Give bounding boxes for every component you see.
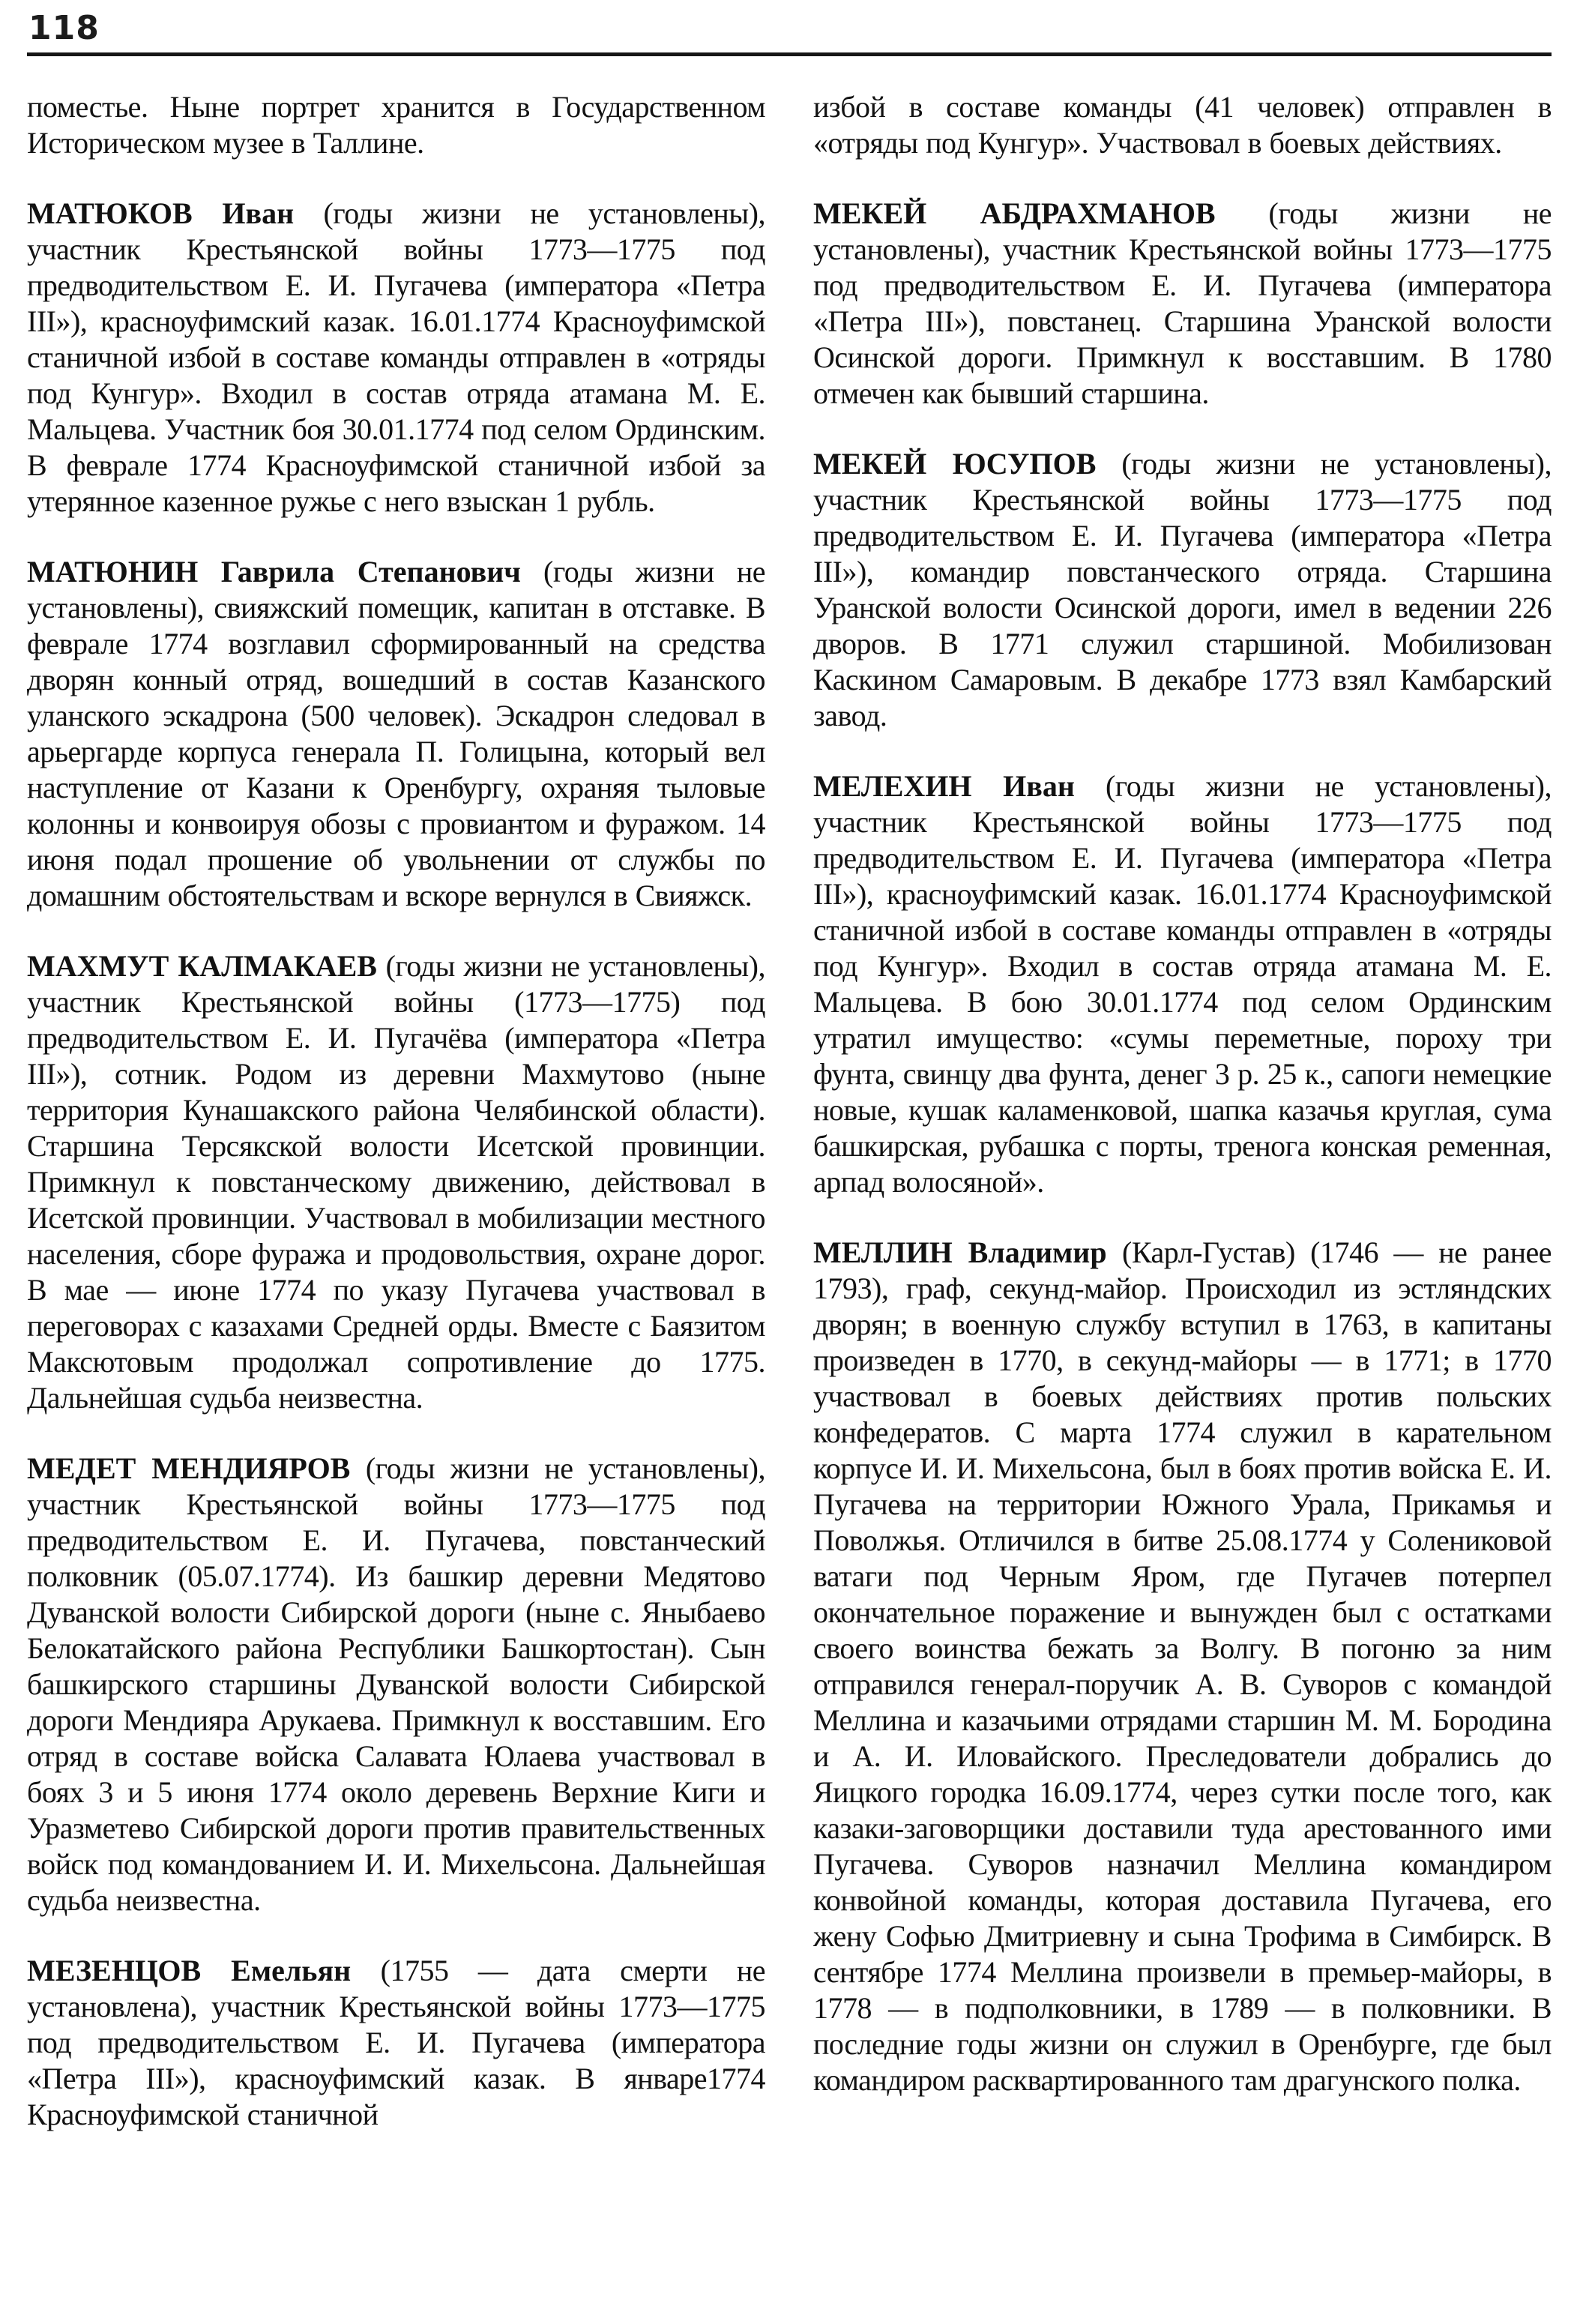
entry-headword: МАТЮКОВ Иван bbox=[27, 196, 295, 230]
right-column bbox=[813, 89, 1552, 2133]
entry-body: поместье. Ныне портрет хранится в Государственном Историческом музее в Таллине. bbox=[27, 90, 765, 160]
entry-headword: МЕЛЛИН Владимир bbox=[813, 1235, 1107, 1269]
header-rule bbox=[27, 52, 1552, 56]
text-columns bbox=[27, 89, 1552, 2133]
entry-headword: МЕКЕЙ ЮСУПОВ bbox=[813, 447, 1097, 481]
entry-mekey-abdrakhmanov bbox=[813, 196, 1552, 412]
entry-headword: МЕДЕТ МЕНДИЯРОВ bbox=[27, 1451, 351, 1485]
entry-body: (годы жизни не установлены), свияжский помещик, капитан в отставке. В феврале 1774 возглавил сформированный на средства дворян конный отряд, вошедший в состав Казанского уланского эскадрона (500 человек). Эскадрон следовал в арьергарде корпуса генерала П. Голицына, который вел наступление от Казани к Оренбургу, охраняя тыловые колонны и конвоируя обозы с провиантом и фуражом. 14 июня подал прошение об увольнении от службы по домашним обстоятельствам и вскоре вернулся в Свияжск. bbox=[27, 555, 765, 912]
entry-melekhin bbox=[813, 768, 1552, 1200]
entry-body: (годы жизни не установлены), участник Крестьянской войны 1773—1775 под предводительством Е. И. Пугачева (императора «Петра III»), красноуфимский казак. 16.01.1774 Красноуфимской станичной избой в составе команды отправлен в «отряды под Кунгур». Входил в состав отряда атамана М. Е. Мальцева. В бою 30.01.1774 под селом Ординским утратил имущество: «сумы переметные, пороху три фунта, свинцу два фунта, денег 3 р. 25 к., сапоги немецкие новые, кушак каламенковой, шапка казачья круглая, сума башкирская, рубашка с порты, тренога конская ременная, арпад волосяной». bbox=[813, 769, 1552, 1199]
entry-body: (годы жизни не установлены), участник Крестьянской войны 1773—1775 под предводительством Е. И. Пугачева (императора «Петра III»), повстанец. Старшина Уранской волости Осинской дороги. Примкнул к восставшим. В 1780 отмечен как бывший старшина. bbox=[813, 196, 1552, 410]
entry-headword: МЕЗЕНЦОВ Емельян bbox=[27, 1954, 352, 1987]
entry-body: (годы жизни не установлены), участник Крестьянской войны 1773—1775 под предводительством Е. И. Пугачева (императора «Петра III»), красноуфимский казак. 16.01.1774 Красноуфимской станичной избой в составе команды отправлен в «отряды под Кунгур». Входил в состав отряда атамана М. Е. Мальцева. Участник боя 30.01.1774 под селом Ординским. В феврале 1774 Красноуфимской станичной избой за утерянное казенное ружье с него взыскан 1 рубль. bbox=[27, 196, 765, 518]
entry-body: (годы жизни не установлены), участник Крестьянской войны 1773—1775 под предводительством Е. И. Пугачева, повстанческий полковник (05.07.1774). Из башкир деревни Медятово Дуванской волости Сибирской дороги (ныне с. Яныбаево Белокатайского района Республики Башкортостан). Сын башкирского старшины Дуванской волости Сибирской дороги Мендияра Арукаева. Примкнул к восставшим. Его отряд в составе войска Салавата Юлаева участвовал в боях 3 и 5 июня 1774 около деревень Верхние Киги и Уразметево Сибирской дороги против правительственных войск под командованием И. И. Михельсона. Дальнейшая судьба неизвестна. bbox=[27, 1451, 765, 1917]
entry-headword: МАХМУТ КАЛМАКАЕВ bbox=[27, 949, 377, 983]
entry-headword: МЕЛЕХИН Иван bbox=[813, 769, 1075, 803]
entry-matyunin bbox=[27, 554, 765, 914]
entry-headword: МАТЮНИН Гаврила Степанович bbox=[27, 555, 521, 588]
left-column bbox=[27, 89, 765, 2133]
entry-continuation-left bbox=[27, 89, 765, 161]
entry-mellin bbox=[813, 1235, 1552, 2098]
entry-mezentsov bbox=[27, 1953, 765, 2133]
entry-body: (Карл-Густав) (1746 — не ранее 1793), граф, секунд-майор. Происходил из эстляндских дворян; в военную службу вступил в 1763, в капитаны произведен в 1770, в секунд-майоры — в 1771; в 1770 участвовал в боевых действиях против польских конфедератов. С марта 1774 служил в карательном корпусе И. И. Михельсона, был в боях против войска Е. И. Пугачева на территории Южного Урала, Прикамья и Поволжья. Отличился в битве 25.08.1774 у Солениковой ватаги под Черным Яром, где Пугачев потерпел окончательное поражение и вынужден был с остатками своего воинства бежать за Волгу. В погоню за ним отправился генерал-поручик А. В. Суворов с командой Меллина и казачьими отрядами старшин М. М. Бородина и А. И. Иловайского. Преследователи добрались до Яицкого городка 16.09.1774, через сутки после того, как казаки-заговорщики доставили туда арестованного ими Пугачева. Суворов назначил Меллина командиром конвойной команды, которая доставила Пугачева, его жену Софью Дмитриевну и сына Трофима в Симбирск. В сентябре 1774 Меллина произвели в премьер-майоры, в 1778 — в подполковники, в 1789 — в полковники. В последние годы жизни он служил в Оренбурге, где был командиром расквартированного там драгунского полка. bbox=[813, 1235, 1552, 2097]
page-header bbox=[27, 10, 1552, 56]
entry-medet-mendiyarov bbox=[27, 1451, 765, 1918]
entry-mekey-yusupov bbox=[813, 446, 1552, 734]
entry-body: избой в составе команды (41 человек) отправлен в «отряды под Кунгур». Участвовал в боевых действиях. bbox=[813, 90, 1552, 160]
entry-continuation-right bbox=[813, 89, 1552, 161]
entry-body: (годы жизни не установлены), участник Крестьянской войны 1773—1775 под предводительством Е. И. Пугачева (императора «Петра III»), командир повстанческого отряда. Старшина Уранской волости Осинской дороги, имел в ведении 226 дворов. В 1771 служил старшиной. Мобилизован Каскином Самаровым. В декабре 1773 взял Камбарский завод. bbox=[813, 447, 1552, 732]
entry-body: (1755 — дата смерти не установлена), участник Крестьянской войны 1773—1775 под предводительством Е. И. Пугачева (императора «Петра III»), красноуфимский казак. В январе1774 Красноуфимской станичной bbox=[27, 1954, 766, 2131]
entry-headword: МЕКЕЙ АБДРАХМАНОВ bbox=[813, 196, 1216, 230]
entry-body: (годы жизни не установлены), участник Крестьянской войны (1773—1775) под предводительством Е. И. Пугачёва (императора «Петра III»), сотник. Родом из деревни Махмутово (ныне территория Кунашакского района Челябинской области). Старшина Терсякской волости Исетской провинции. Примкнул к повстанческому движению, действовал в Исетской провинции. Участвовал в мобилизации местного населения, сборе фуража и продовольствия, охране дорог. В мае — июне 1774 по указу Пугачева участвовал в переговорах с казахами Средней орды. Вместе с Баязитом Максютовым продолжал сопротивление до 1775. Дальнейшая судьба неизвестна. bbox=[27, 949, 765, 1415]
page-number: 118 bbox=[28, 9, 100, 47]
entry-matyukov bbox=[27, 196, 765, 520]
entry-makhmut-kalmakaev bbox=[27, 948, 765, 1416]
